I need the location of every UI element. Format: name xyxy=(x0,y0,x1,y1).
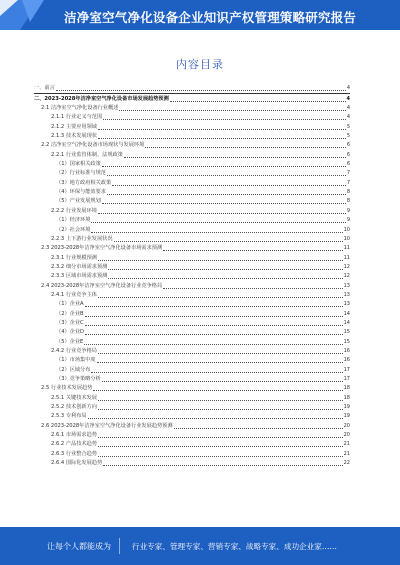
toc-entry-page: 7 xyxy=(346,179,350,186)
toc-entry[interactable] xyxy=(34,84,350,94)
toc-leader-dots xyxy=(88,417,343,419)
toc-leader-dots xyxy=(85,324,343,326)
toc-leader-dots xyxy=(97,361,343,363)
toc-entry-page: 4 xyxy=(346,85,350,92)
toc-entry-label: 2.6.1 市场需求趋势 xyxy=(51,432,97,439)
toc-entry-page: 19 xyxy=(343,404,350,411)
toc-entry-label: （3）竞争策略分析 xyxy=(56,376,101,382)
toc-entry[interactable] xyxy=(34,375,350,384)
toc-entry[interactable] xyxy=(34,141,350,150)
report-title: 洁净室空气净化设备企业知识产权管理策略研究报告 xyxy=(64,10,357,25)
toc-entry-label: 2.4 2023-2028年洁净室空气净化设备行业竞争格局 xyxy=(41,282,163,289)
toc-entry-page: 17 xyxy=(343,376,350,382)
toc-entry-page: 13 xyxy=(343,282,350,289)
toc-entry-page: 10 xyxy=(343,235,350,242)
toc-entry[interactable] xyxy=(34,300,350,309)
toc-entry-label: （3）地方政府相关政策 xyxy=(56,179,112,186)
toc-leader-dots xyxy=(114,240,343,242)
toc-entry-label: 2.2.2 行业发展环境 xyxy=(51,207,97,214)
toc-entry-label: （5）产业发展规划 xyxy=(56,198,101,205)
toc-entry-page: 20 xyxy=(343,432,350,439)
toc-leader-dots xyxy=(98,455,343,457)
toc-leader-dots xyxy=(107,174,346,176)
toc-entry-label: （1）市场集中度 xyxy=(56,357,96,364)
toc-entry[interactable] xyxy=(34,132,350,141)
toc-entry-page: 15 xyxy=(343,329,350,336)
toc-leader-dots xyxy=(163,287,342,289)
toc-entry-label: 2.6.4 国际化发展趋势 xyxy=(51,460,103,467)
toc-leader-dots xyxy=(98,212,346,214)
toc-entry-label: 2.1 洁净室空气净化设备行业概述 xyxy=(41,105,119,112)
toc-leader-dots xyxy=(102,380,343,382)
toc-entry-page: 13 xyxy=(343,291,350,298)
toc-leader-dots xyxy=(102,165,346,167)
toc-entry-page: 8 xyxy=(346,198,350,205)
toc-entry-label: 2.3.2 细分市场需求预测 xyxy=(51,263,108,270)
toc-entry[interactable] xyxy=(34,244,350,253)
toc-entry-page: 4 xyxy=(346,105,350,112)
toc-leader-dots xyxy=(174,427,343,429)
toc-entry[interactable] xyxy=(34,347,350,356)
toc-entry-page: 15 xyxy=(343,338,350,345)
toc-leader-dots xyxy=(98,399,343,401)
toc-entry[interactable] xyxy=(34,309,350,318)
toc-entry[interactable] xyxy=(34,281,350,290)
toc-entry[interactable] xyxy=(34,459,350,468)
table-of-contents xyxy=(34,84,350,468)
toc-leader-dots xyxy=(93,389,342,391)
toc-entry-label: 2.4.1 行业竞争主体 xyxy=(51,291,97,298)
toc-entry[interactable] xyxy=(34,393,350,402)
toc-entry-page: 6 xyxy=(346,142,350,149)
toc-leader-dots xyxy=(84,343,342,345)
toc-entry-page: 9 xyxy=(346,217,350,224)
toc-entry[interactable] xyxy=(34,104,350,113)
toc-entry[interactable] xyxy=(34,403,350,412)
toc-leader-dots xyxy=(85,333,343,335)
toc-entry-label: （4）企业D xyxy=(56,329,85,336)
toc-entry-page: 12 xyxy=(343,263,350,270)
toc-entry-label: 2.1.3 技术发展现状 xyxy=(51,133,97,140)
toc-entry-page: 19 xyxy=(343,413,350,420)
toc-entry[interactable] xyxy=(34,253,350,262)
toc-leader-dots xyxy=(103,118,346,120)
toc-entry-label: 2.6.2 产品技术趋势 xyxy=(51,441,97,448)
toc-leader-dots xyxy=(107,193,346,195)
toc-leader-dots xyxy=(145,146,346,148)
toc-entry-page: 6 xyxy=(346,161,350,168)
toc-heading: 内容目录 xyxy=(176,58,224,71)
toc-entry-page: 18 xyxy=(343,394,350,401)
header-bar xyxy=(0,0,400,30)
toc-entry-page: 10 xyxy=(343,226,350,233)
toc-leader-dots xyxy=(98,296,343,298)
toc-leader-dots xyxy=(98,408,343,410)
toc-entry-label: 2.5.3 专利布局 xyxy=(51,413,87,420)
toc-entry-label: （1）企业A xyxy=(56,301,84,308)
toc-entry[interactable] xyxy=(34,206,350,215)
toc-entry-page: 14 xyxy=(343,319,350,326)
toc-entry-page: 20 xyxy=(343,422,350,429)
toc-leader-dots xyxy=(112,184,346,186)
toc-entry-page: 7 xyxy=(346,170,350,177)
corner-decoration-icon xyxy=(0,0,56,30)
toc-entry-label: （2）行业标准与规范 xyxy=(56,170,106,177)
toc-entry[interactable] xyxy=(34,356,350,365)
toc-leader-dots xyxy=(103,464,342,466)
toc-leader-dots xyxy=(102,202,346,204)
toc-leader-dots xyxy=(98,436,343,438)
toc-entry-page: 5 xyxy=(346,123,350,130)
toc-entry[interactable] xyxy=(34,412,350,421)
toc-leader-dots xyxy=(98,128,346,130)
toc-entry[interactable] xyxy=(34,319,350,328)
toc-entry-label: （2）企业B xyxy=(56,310,84,317)
toc-entry-page: 22 xyxy=(343,460,350,467)
toc-entry-label: 2.2.1 行业监管体制、法规政策 xyxy=(51,151,123,158)
toc-entry[interactable] xyxy=(34,440,350,449)
toc-entry-page: 16 xyxy=(343,347,350,354)
toc-entry-label: 2.5.1 关键技术发展 xyxy=(51,394,97,401)
toc-leader-dots xyxy=(98,137,346,139)
toc-entry[interactable] xyxy=(34,449,350,458)
toc-entry-page: 5 xyxy=(346,133,350,140)
toc-entry-label: 2.1.1 行业定义与范围 xyxy=(51,114,103,121)
footer-slogan: 让每个人都能成为 xyxy=(47,542,111,551)
toc-entry-label: （1）国家相关政策 xyxy=(56,161,101,168)
toc-entry[interactable] xyxy=(34,431,350,440)
toc-entry-label: 2.3 2023-2028年洁净室空气净化设备市场需求预测 xyxy=(41,245,163,252)
toc-entry[interactable] xyxy=(34,160,350,169)
toc-entry-page: 4 xyxy=(346,114,350,121)
toc-entry-label: 一、前言 xyxy=(34,85,55,92)
toc-leader-dots xyxy=(98,259,343,261)
toc-leader-dots xyxy=(124,156,346,158)
toc-leader-dots xyxy=(119,109,345,111)
toc-entry[interactable] xyxy=(34,421,350,430)
toc-entry-label: （4）环保与能效要求 xyxy=(56,189,106,196)
toc-leader-dots xyxy=(91,221,345,223)
toc-leader-dots xyxy=(85,315,343,317)
toc-leader-dots xyxy=(108,277,342,279)
toc-entry-label: 2.4.2 行业竞争格局 xyxy=(51,347,97,354)
toc-entry-page: 11 xyxy=(343,245,350,252)
toc-entry-label: 2.5 行业技术发展趋势 xyxy=(41,385,93,392)
toc-entry[interactable] xyxy=(34,216,350,225)
footer-bar xyxy=(0,527,400,565)
toc-leader-dots xyxy=(91,231,342,233)
toc-entry-label: 二、2023-2028年洁净室空气净化设备市场发展趋势预测 xyxy=(34,95,169,102)
footer-divider xyxy=(119,538,120,554)
toc-entry-label: 2.1.2 主要应用领域 xyxy=(51,123,97,130)
toc-entry-label: 2.3.3 区域市场需求预测 xyxy=(51,273,108,280)
toc-entry-label: 2.5.2 技术创新方向 xyxy=(51,404,97,411)
toc-leader-dots xyxy=(91,371,342,373)
toc-entry-label: 2.6 2023-2028年洁净室空气净化设备行业发展趋势预测 xyxy=(41,422,173,429)
toc-entry-page: 21 xyxy=(343,450,350,457)
toc-leader-dots xyxy=(163,249,342,251)
toc-entry[interactable] xyxy=(34,169,350,178)
toc-entry-label: （3）企业C xyxy=(56,319,84,326)
toc-entry[interactable] xyxy=(34,150,350,159)
toc-leader-dots xyxy=(85,305,343,307)
toc-entry-page: 16 xyxy=(343,357,350,364)
toc-entry[interactable] xyxy=(34,113,350,122)
toc-entry[interactable] xyxy=(34,122,350,131)
toc-entry-page: 9 xyxy=(346,207,350,214)
toc-entry[interactable] xyxy=(34,263,350,272)
toc-entry-label: （5）企业E xyxy=(56,338,84,345)
toc-entry-label: 2.6.3 行业整合趋势 xyxy=(51,450,97,457)
toc-entry-label: （2）区域分布 xyxy=(56,366,91,373)
toc-entry-label: 2.2 洁净室空气净化设备市场现状与发展环境 xyxy=(41,142,145,149)
toc-entry[interactable] xyxy=(34,328,350,337)
toc-entry[interactable] xyxy=(34,197,350,206)
toc-entry-label: 2.3.1 行业规模预测 xyxy=(51,254,97,261)
toc-entry-page: 8 xyxy=(346,189,350,196)
toc-entry-page: 14 xyxy=(343,310,350,317)
toc-entry[interactable] xyxy=(34,188,350,197)
toc-entry[interactable] xyxy=(34,337,350,346)
footer-roles: 行业专家、管理专家、营销专家、战略专家、成功企业家…… xyxy=(132,542,338,551)
toc-entry[interactable] xyxy=(34,384,350,393)
toc-entry-page: 13 xyxy=(343,301,350,308)
toc-entry[interactable] xyxy=(34,365,350,374)
toc-entry[interactable] xyxy=(34,291,350,300)
toc-entry-page: 17 xyxy=(343,366,350,373)
toc-entry-page: 4 xyxy=(346,95,350,102)
toc-leader-dots xyxy=(108,268,342,270)
toc-entry[interactable] xyxy=(34,272,350,281)
toc-entry-label: 2.2.3 上下游行业发展状况 xyxy=(51,235,113,242)
toc-entry-page: 12 xyxy=(343,273,350,280)
toc-entry-page: 21 xyxy=(343,441,350,448)
toc-leader-dots xyxy=(170,100,346,102)
toc-entry[interactable] xyxy=(34,178,350,187)
toc-entry-page: 11 xyxy=(343,254,350,261)
toc-entry[interactable] xyxy=(34,235,350,244)
toc-entry-page: 18 xyxy=(343,385,350,392)
toc-entry-label: （2）社会环境 xyxy=(56,226,91,233)
toc-entry[interactable] xyxy=(34,225,350,234)
toc-entry-page: 6 xyxy=(346,151,350,158)
toc-leader-dots xyxy=(56,89,346,91)
toc-leader-dots xyxy=(98,445,343,447)
toc-entry-label: （1）经济环境 xyxy=(56,217,91,224)
toc-leader-dots xyxy=(98,352,343,354)
toc-entry[interactable] xyxy=(34,94,350,103)
